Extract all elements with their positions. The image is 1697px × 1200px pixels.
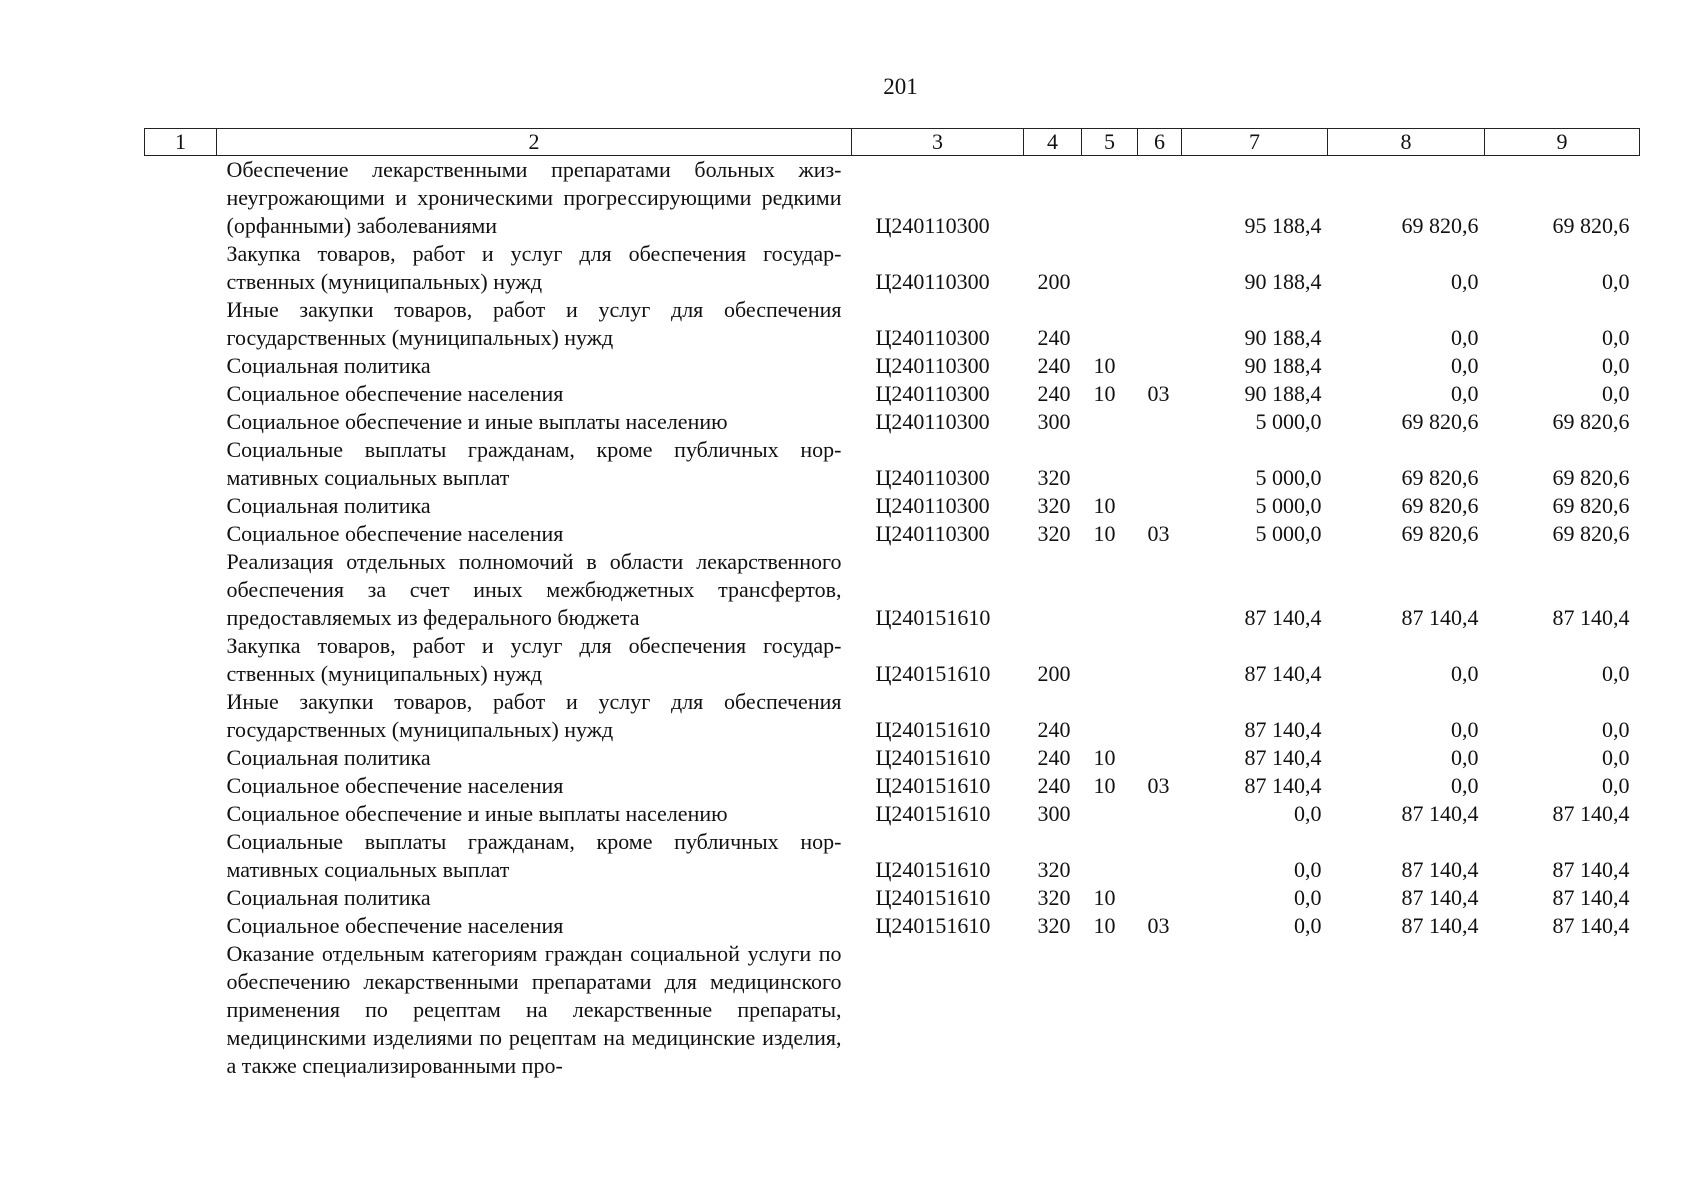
subsection-code bbox=[1138, 744, 1182, 772]
subsection-code: 03 bbox=[1147, 913, 1170, 938]
section-code bbox=[1082, 632, 1138, 688]
row-description: Социальная политика bbox=[226, 493, 431, 518]
amount-col-9: 87 140,4 bbox=[1552, 913, 1630, 938]
expense-type-code: 240 bbox=[1037, 325, 1071, 350]
table-row bbox=[145, 884, 1640, 912]
amount-col-9: 69 820,6 bbox=[1552, 521, 1630, 546]
cell-blank bbox=[145, 240, 217, 296]
expense-type-code: 320 bbox=[1037, 493, 1071, 518]
amount-col-7: 0,0 bbox=[1294, 857, 1322, 882]
expense-type-code: 240 bbox=[1037, 353, 1071, 378]
header-col-2: 2 bbox=[217, 129, 852, 156]
table-row bbox=[145, 632, 1640, 688]
section-code: 10 bbox=[1093, 493, 1116, 518]
table-body bbox=[145, 156, 1640, 1081]
cell-blank bbox=[145, 380, 217, 408]
amount-col-9: 0,0 bbox=[1602, 773, 1630, 798]
amount-col-7 bbox=[1182, 940, 1328, 1080]
cell-blank bbox=[145, 828, 217, 884]
amount-col-7: 5 000,0 bbox=[1255, 521, 1322, 546]
header-col-9: 9 bbox=[1485, 129, 1640, 156]
table-row bbox=[145, 800, 1640, 828]
amount-col-9: 69 820,6 bbox=[1552, 465, 1630, 490]
amount-col-7: 87 140,4 bbox=[1244, 605, 1322, 630]
amount-col-9: 69 820,6 bbox=[1552, 213, 1630, 238]
header-col-8: 8 bbox=[1328, 129, 1485, 156]
section-code bbox=[1082, 548, 1138, 632]
row-description: Социальное обеспечение населения bbox=[226, 773, 564, 798]
expense-type-code: 320 bbox=[1037, 465, 1071, 490]
section-code: 10 bbox=[1093, 521, 1116, 546]
cell-blank bbox=[145, 436, 217, 492]
target-article-code: Ц240151610 bbox=[875, 717, 991, 742]
section-code bbox=[1082, 408, 1138, 436]
expense-type-code: 240 bbox=[1037, 381, 1071, 406]
row-description: Обеспечение лекарственными препаратами больных жизнеугрожающими и хроническими прогрессирующими редкими (орфанными) заболеваниями bbox=[226, 157, 842, 238]
cell-blank bbox=[145, 296, 217, 352]
amount-col-7: 90 188,4 bbox=[1244, 381, 1322, 406]
table-row bbox=[145, 940, 1640, 1080]
subsection-code: 03 bbox=[1147, 381, 1170, 406]
expense-type-code bbox=[1024, 548, 1082, 632]
subsection-code bbox=[1138, 800, 1182, 828]
subsection-code bbox=[1138, 408, 1182, 436]
section-code bbox=[1082, 240, 1138, 296]
subsection-code bbox=[1138, 940, 1182, 1080]
amount-col-8: 87 140,4 bbox=[1401, 885, 1479, 910]
section-code bbox=[1082, 156, 1138, 241]
amount-col-9: 87 140,4 bbox=[1552, 605, 1630, 630]
header-row bbox=[145, 129, 1640, 156]
table-row bbox=[145, 436, 1640, 492]
amount-col-8: 0,0 bbox=[1451, 661, 1479, 686]
amount-col-7: 90 188,4 bbox=[1244, 353, 1322, 378]
expense-type-code: 200 bbox=[1037, 269, 1071, 294]
amount-col-7: 87 140,4 bbox=[1244, 745, 1322, 770]
amount-col-8: 0,0 bbox=[1451, 325, 1479, 350]
section-code: 10 bbox=[1093, 885, 1116, 910]
table-row bbox=[145, 492, 1640, 520]
amount-col-7: 5 000,0 bbox=[1255, 409, 1322, 434]
subsection-code bbox=[1138, 548, 1182, 632]
amount-col-7: 0,0 bbox=[1294, 913, 1322, 938]
expense-type-code: 300 bbox=[1037, 801, 1071, 826]
expense-type-code: 240 bbox=[1037, 745, 1071, 770]
row-description: Социальная политика bbox=[226, 885, 431, 910]
expense-type-code bbox=[1024, 940, 1082, 1080]
target-article-code: Ц240110300 bbox=[875, 325, 990, 350]
target-article-code: Ц240151610 bbox=[875, 857, 991, 882]
target-article-code: Ц240151610 bbox=[875, 885, 991, 910]
header-col-3: 3 bbox=[852, 129, 1024, 156]
subsection-code bbox=[1138, 632, 1182, 688]
target-article-code: Ц240110300 bbox=[875, 521, 990, 546]
expense-type-code: 320 bbox=[1037, 913, 1071, 938]
amount-col-8: 0,0 bbox=[1451, 353, 1479, 378]
target-article-code: Ц240151610 bbox=[875, 913, 991, 938]
row-description: Закупка товаров, работ и услуг для обеспечения государственных (муниципальных) нужд bbox=[226, 633, 842, 686]
amount-col-7: 90 188,4 bbox=[1244, 325, 1322, 350]
target-article-code: Ц240151610 bbox=[875, 773, 991, 798]
table-row bbox=[145, 744, 1640, 772]
header-col-7: 7 bbox=[1182, 129, 1328, 156]
amount-col-9: 87 140,4 bbox=[1552, 857, 1630, 882]
amount-col-9: 0,0 bbox=[1602, 325, 1630, 350]
target-article-code: Ц240151610 bbox=[875, 661, 991, 686]
table-row bbox=[145, 688, 1640, 744]
cell-blank bbox=[145, 772, 217, 800]
target-article-code: Ц240110300 bbox=[875, 213, 990, 238]
target-article-code: Ц240110300 bbox=[875, 409, 990, 434]
amount-col-8 bbox=[1328, 940, 1485, 1080]
subsection-code bbox=[1138, 884, 1182, 912]
amount-col-9: 69 820,6 bbox=[1552, 409, 1630, 434]
row-description: Оказание отдельным категориям граждан социальной услуги по обеспечению лекарственными препаратами для медицинского применения по рецептам на лекарственные препараты, медицинскими изделиями по рецептам на медицинские изделия, а также специализированными про- bbox=[226, 941, 842, 1078]
amount-col-8: 69 820,6 bbox=[1401, 465, 1479, 490]
section-code: 10 bbox=[1093, 773, 1116, 798]
target-article-code: Ц240110300 bbox=[875, 465, 990, 490]
cell-blank bbox=[145, 744, 217, 772]
row-description: Социальное обеспечение и иные выплаты населению bbox=[226, 409, 728, 434]
amount-col-8: 0,0 bbox=[1451, 717, 1479, 742]
row-description: Социальное обеспечение населения bbox=[226, 381, 564, 406]
subsection-code bbox=[1138, 492, 1182, 520]
table-header bbox=[145, 129, 1640, 156]
expense-type-code bbox=[1024, 156, 1082, 241]
row-description: Социальные выплаты гражданам, кроме публичных нормативных социальных выплат bbox=[226, 437, 842, 490]
row-description: Социальная политика bbox=[226, 353, 431, 378]
expense-type-code: 320 bbox=[1037, 521, 1071, 546]
table-row bbox=[145, 548, 1640, 632]
amount-col-7: 0,0 bbox=[1294, 885, 1322, 910]
subsection-code bbox=[1138, 156, 1182, 241]
expense-type-code: 240 bbox=[1037, 717, 1071, 742]
amount-col-9: 0,0 bbox=[1602, 381, 1630, 406]
row-description: Реализация отдельных полномочий в области лекарственного обеспечения за счет иных межбюджетных трансфертов, предоставляемых из федерального бюджета bbox=[226, 549, 842, 630]
amount-col-8: 87 140,4 bbox=[1401, 913, 1479, 938]
amount-col-8: 87 140,4 bbox=[1401, 857, 1479, 882]
section-code bbox=[1082, 688, 1138, 744]
amount-col-9: 0,0 bbox=[1602, 269, 1630, 294]
section-code bbox=[1082, 436, 1138, 492]
cell-blank bbox=[145, 548, 217, 632]
amount-col-7: 87 140,4 bbox=[1244, 661, 1322, 686]
expense-type-code: 300 bbox=[1037, 409, 1071, 434]
subsection-code bbox=[1138, 240, 1182, 296]
expense-type-code: 200 bbox=[1037, 661, 1071, 686]
cell-blank bbox=[145, 688, 217, 744]
header-col-6: 6 bbox=[1138, 129, 1182, 156]
cell-blank bbox=[145, 408, 217, 436]
cell-blank bbox=[145, 492, 217, 520]
section-code: 10 bbox=[1093, 353, 1116, 378]
row-description: Социальное обеспечение и иные выплаты населению bbox=[226, 801, 728, 826]
target-article-code: Ц240110300 bbox=[875, 353, 990, 378]
target-article-code bbox=[852, 940, 1024, 1080]
header-col-4: 4 bbox=[1024, 129, 1082, 156]
row-description: Иные закупки товаров, работ и услуг для обеспечения государственных (муниципальных) нужд bbox=[226, 297, 842, 350]
header-col-5: 5 bbox=[1082, 129, 1138, 156]
row-description: Социальная политика bbox=[226, 745, 431, 770]
cell-blank bbox=[145, 940, 217, 1080]
table-row bbox=[145, 240, 1640, 296]
budget-table bbox=[144, 128, 1640, 1080]
cell-blank bbox=[145, 520, 217, 548]
cell-blank bbox=[145, 884, 217, 912]
target-article-code: Ц240110300 bbox=[875, 381, 990, 406]
amount-col-7: 0,0 bbox=[1294, 801, 1322, 826]
row-description: Социальные выплаты гражданам, кроме публичных нормативных социальных выплат bbox=[226, 829, 842, 882]
table-row bbox=[145, 296, 1640, 352]
amount-col-8: 0,0 bbox=[1451, 773, 1479, 798]
amount-col-8: 87 140,4 bbox=[1401, 801, 1479, 826]
section-code bbox=[1082, 800, 1138, 828]
amount-col-9: 0,0 bbox=[1602, 745, 1630, 770]
amount-col-9: 0,0 bbox=[1602, 717, 1630, 742]
expense-type-code: 320 bbox=[1037, 857, 1071, 882]
amount-col-8: 0,0 bbox=[1451, 269, 1479, 294]
table-row bbox=[145, 380, 1640, 408]
amount-col-8: 69 820,6 bbox=[1401, 521, 1479, 546]
section-code bbox=[1082, 940, 1138, 1080]
section-code bbox=[1082, 828, 1138, 884]
amount-col-7: 90 188,4 bbox=[1244, 269, 1322, 294]
section-code: 10 bbox=[1093, 745, 1116, 770]
amount-col-8: 69 820,6 bbox=[1401, 213, 1479, 238]
subsection-code bbox=[1138, 436, 1182, 492]
amount-col-8: 87 140,4 bbox=[1401, 605, 1479, 630]
subsection-code bbox=[1138, 828, 1182, 884]
section-code: 10 bbox=[1093, 913, 1116, 938]
cell-blank bbox=[145, 156, 217, 241]
row-description: Иные закупки товаров, работ и услуг для обеспечения государственных (муниципальных) нужд bbox=[226, 689, 842, 742]
amount-col-7: 87 140,4 bbox=[1244, 773, 1322, 798]
subsection-code bbox=[1138, 352, 1182, 380]
target-article-code: Ц240151610 bbox=[875, 605, 991, 630]
amount-col-9 bbox=[1485, 940, 1640, 1080]
amount-col-7: 87 140,4 bbox=[1244, 717, 1322, 742]
amount-col-8: 0,0 bbox=[1451, 745, 1479, 770]
target-article-code: Ц240110300 bbox=[875, 269, 990, 294]
expense-type-code: 240 bbox=[1037, 773, 1071, 798]
amount-col-9: 87 140,4 bbox=[1552, 801, 1630, 826]
subsection-code bbox=[1138, 296, 1182, 352]
table-row bbox=[145, 352, 1640, 380]
cell-blank bbox=[145, 632, 217, 688]
amount-col-8: 0,0 bbox=[1451, 381, 1479, 406]
subsection-code: 03 bbox=[1147, 521, 1170, 546]
amount-col-7: 5 000,0 bbox=[1255, 465, 1322, 490]
cell-blank bbox=[145, 352, 217, 380]
header-col-1: 1 bbox=[145, 129, 217, 156]
amount-col-8: 69 820,6 bbox=[1401, 493, 1479, 518]
subsection-code: 03 bbox=[1147, 773, 1170, 798]
table-row bbox=[145, 912, 1640, 940]
amount-col-9: 69 820,6 bbox=[1552, 493, 1630, 518]
table-row bbox=[145, 408, 1640, 436]
amount-col-8: 69 820,6 bbox=[1401, 409, 1479, 434]
section-code bbox=[1082, 296, 1138, 352]
target-article-code: Ц240151610 bbox=[875, 801, 991, 826]
cell-blank bbox=[145, 800, 217, 828]
page-number: 201 bbox=[883, 74, 918, 99]
amount-col-9: 87 140,4 bbox=[1552, 885, 1630, 910]
section-code: 10 bbox=[1093, 381, 1116, 406]
table-row bbox=[145, 156, 1640, 241]
subsection-code bbox=[1138, 688, 1182, 744]
table-row bbox=[145, 520, 1640, 548]
row-description: Закупка товаров, работ и услуг для обеспечения государственных (муниципальных) нужд bbox=[226, 241, 842, 294]
amount-col-7: 5 000,0 bbox=[1255, 493, 1322, 518]
row-description: Социальное обеспечение населения bbox=[226, 521, 564, 546]
amount-col-7: 95 188,4 bbox=[1244, 213, 1322, 238]
amount-col-9: 0,0 bbox=[1602, 661, 1630, 686]
cell-blank bbox=[145, 912, 217, 940]
target-article-code: Ц240151610 bbox=[875, 745, 991, 770]
target-article-code: Ц240110300 bbox=[875, 493, 990, 518]
table-row bbox=[145, 772, 1640, 800]
expense-type-code: 320 bbox=[1037, 885, 1071, 910]
row-description: Социальное обеспечение населения bbox=[226, 913, 564, 938]
table-row bbox=[145, 828, 1640, 884]
amount-col-9: 0,0 bbox=[1602, 353, 1630, 378]
